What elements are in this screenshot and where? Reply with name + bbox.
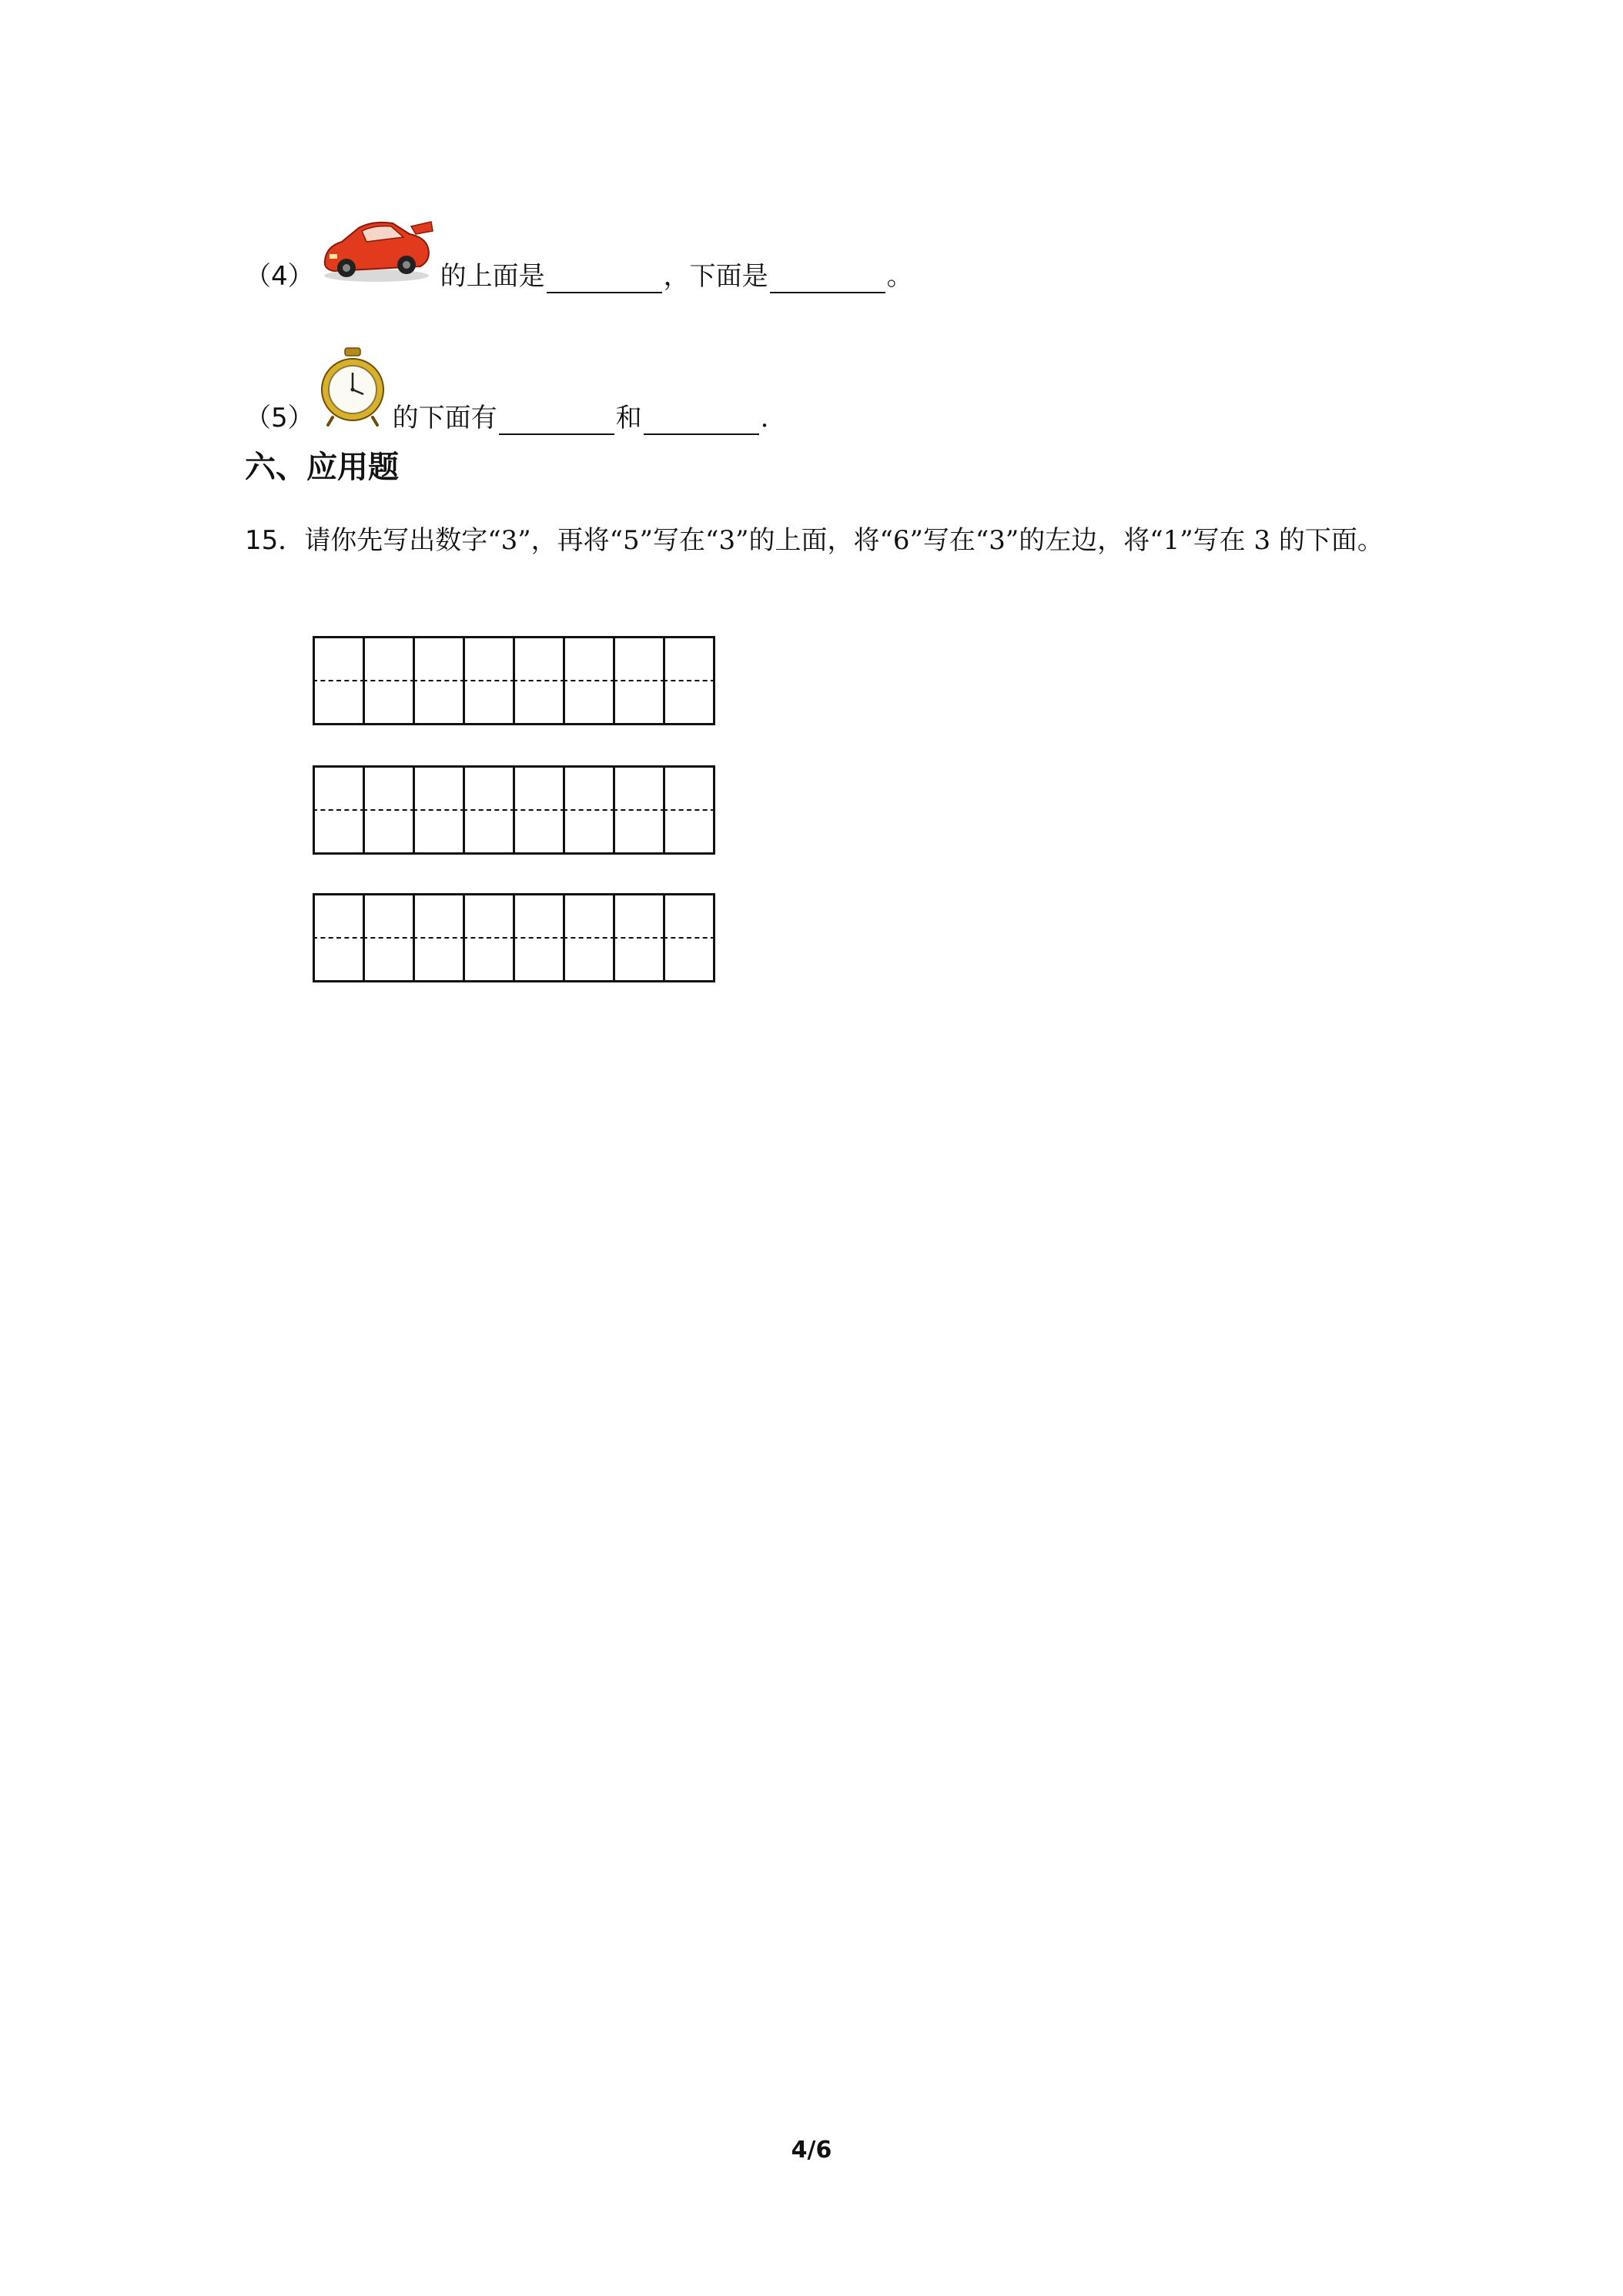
question-5 — [245, 346, 768, 435]
grid-cell[interactable] — [663, 765, 715, 855]
grid-cell[interactable] — [413, 636, 465, 725]
grid-cell[interactable] — [313, 893, 365, 982]
question-15-number: 15． — [245, 525, 305, 556]
answer-blank-q4-above[interactable] — [547, 269, 662, 293]
question-15 — [245, 508, 1384, 573]
grid-cell[interactable] — [563, 636, 615, 725]
grid-cell[interactable] — [463, 765, 515, 855]
grid-cell[interactable] — [513, 636, 565, 725]
grid-cell[interactable] — [663, 893, 715, 982]
page-number: 4/6 — [791, 2137, 832, 2164]
grid-cell[interactable] — [363, 765, 415, 855]
writing-grid-row-3[interactable] — [313, 893, 715, 982]
question-5-text-a: 的下面有 — [392, 403, 497, 433]
question-4 — [245, 216, 913, 293]
question-4-end: 。 — [886, 261, 913, 292]
grid-cell[interactable] — [363, 893, 415, 982]
grid-cell[interactable] — [663, 636, 715, 725]
question-5-sep: 和 — [615, 403, 642, 433]
alarm-clock-icon — [319, 346, 387, 435]
section-title: 六、应用题 — [245, 450, 399, 485]
question-5-end: . — [760, 403, 769, 433]
grid-cell[interactable] — [413, 893, 465, 982]
grid-cell[interactable] — [563, 893, 615, 982]
grid-cell[interactable] — [613, 636, 665, 725]
red-toy-car-icon — [319, 216, 434, 293]
grid-cell[interactable] — [513, 893, 565, 982]
question-4-number: （4） — [245, 261, 314, 292]
grid-cell[interactable] — [313, 636, 365, 725]
grid-cell[interactable] — [463, 893, 515, 982]
grid-cell[interactable] — [613, 765, 665, 855]
grid-cell[interactable] — [463, 636, 515, 725]
question-4-text-a: 的上面是 — [440, 261, 545, 292]
question-4-sep: ，下面是 — [663, 261, 768, 292]
answer-blank-q5-second[interactable] — [644, 410, 759, 435]
question-5-number: （5） — [245, 403, 314, 433]
writing-grid-row-2[interactable] — [313, 765, 715, 855]
grid-cell[interactable] — [563, 765, 615, 855]
writing-grid-row-1[interactable] — [313, 636, 715, 725]
grid-cell[interactable] — [363, 636, 415, 725]
question-15-text: 请你先写出数字“3”，再将“5”写在“3”的上面，将“6”写在“3”的左边，将“1”写在 3 的下面。 — [304, 525, 1384, 556]
grid-cell[interactable] — [413, 765, 465, 855]
answer-blank-q5-first[interactable] — [499, 410, 614, 435]
grid-cell[interactable] — [613, 893, 665, 982]
grid-cell[interactable] — [513, 765, 565, 855]
grid-cell[interactable] — [313, 765, 365, 855]
answer-blank-q4-below[interactable] — [770, 269, 885, 293]
